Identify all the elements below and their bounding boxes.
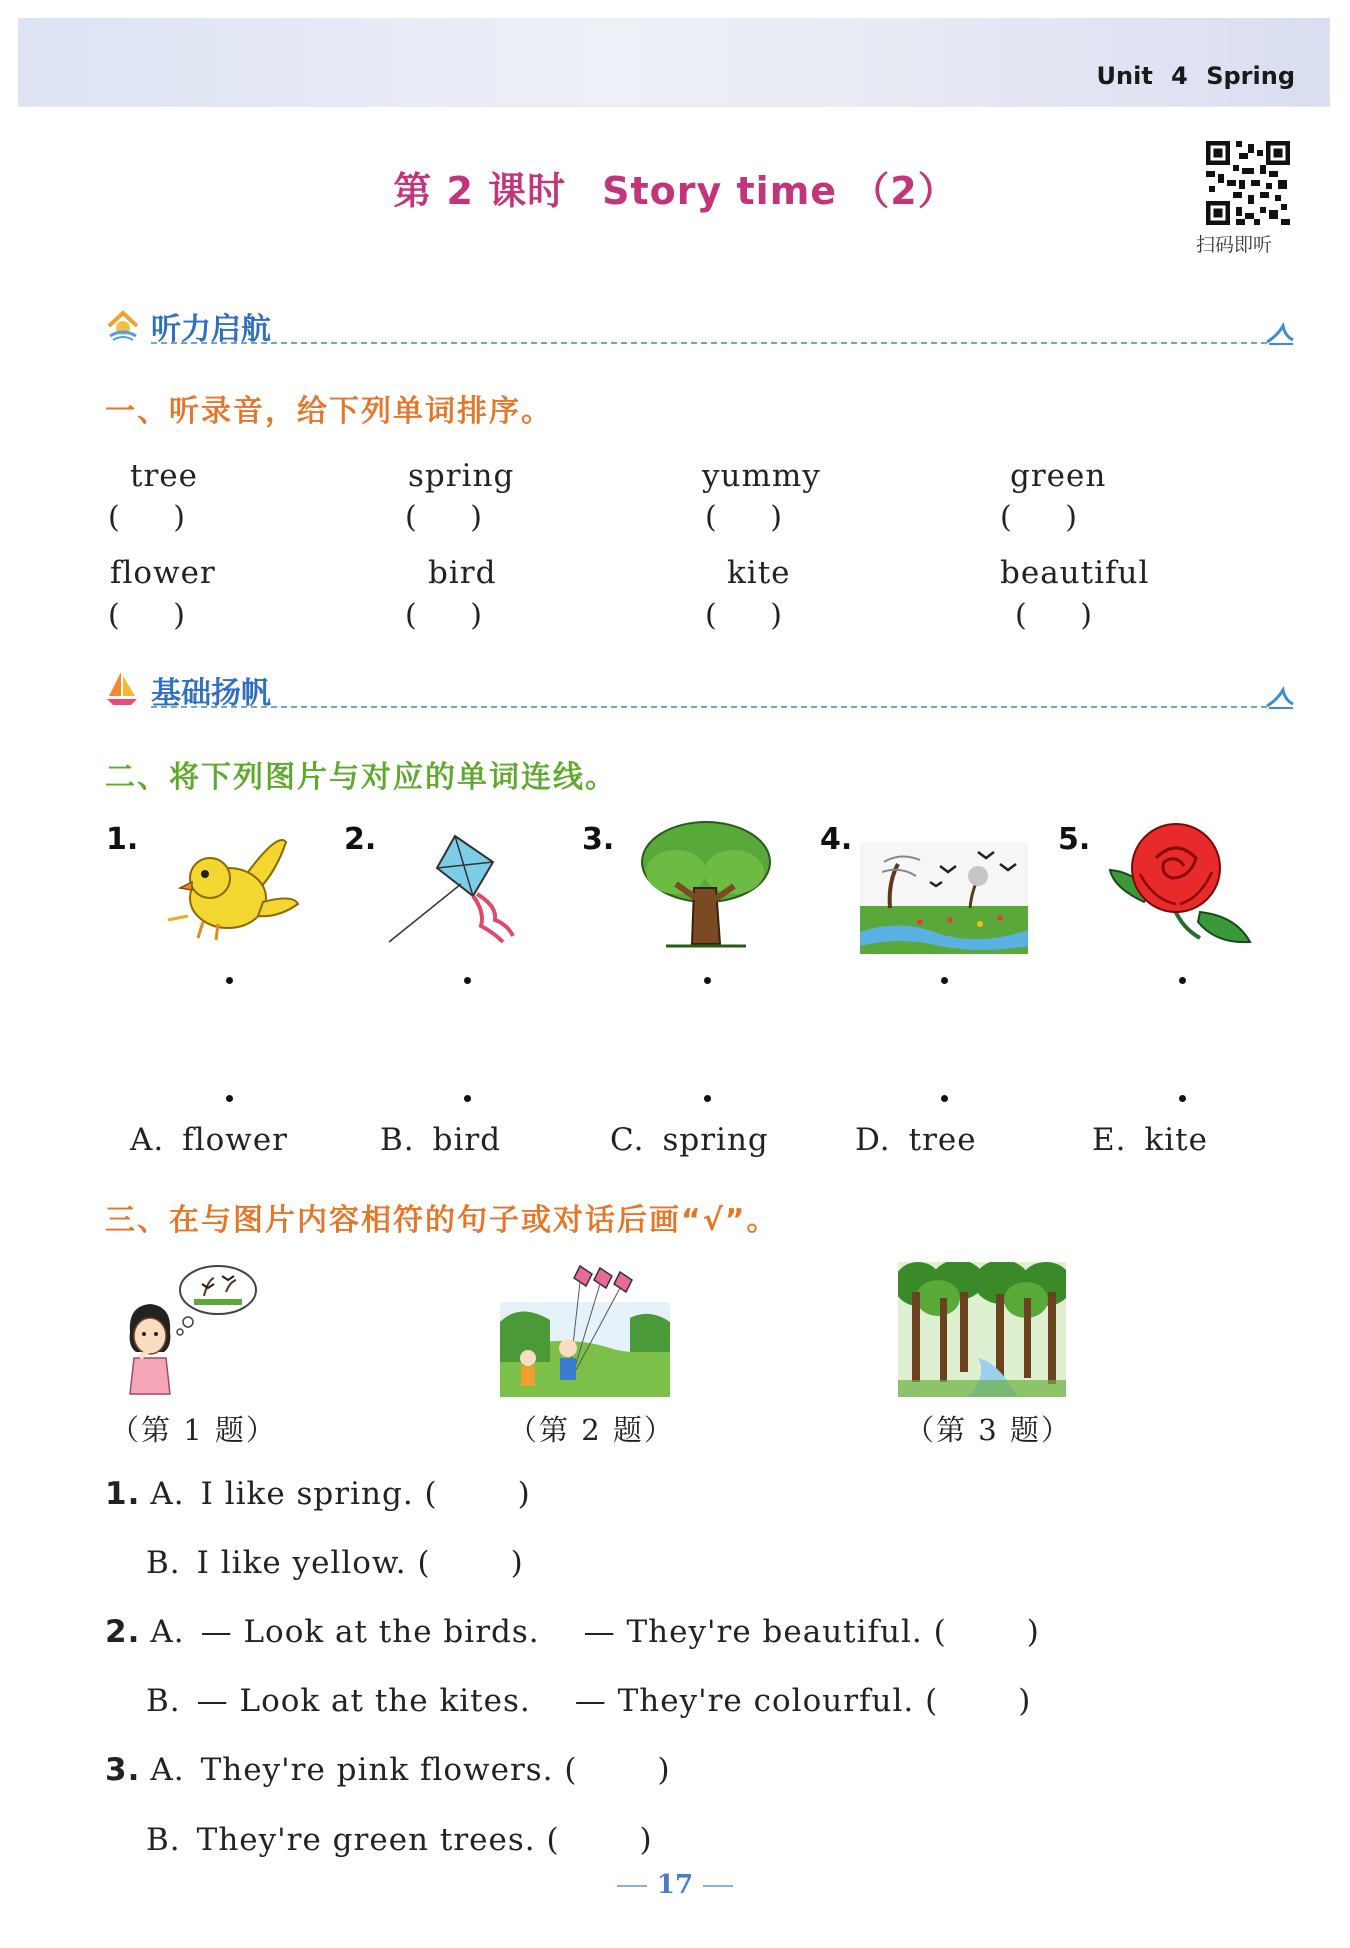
q3-option-a: 3. A. They're pink flowers. ( ) [105, 1752, 671, 1788]
word-yummy: yummy [702, 458, 821, 494]
unit-label: Unit 4 Spring [1096, 62, 1295, 90]
kids-flying-kites-picture [500, 1262, 670, 1397]
answer-blank[interactable]: ( ) [705, 500, 782, 535]
option-c: C. spring [610, 1122, 769, 1158]
match-dot-word[interactable] [1179, 1095, 1186, 1102]
answer-blank[interactable]: ( ) [108, 598, 185, 633]
instruction-1: 一、听录音，给下列单词排序。 [105, 394, 553, 429]
wave-icon [1265, 686, 1295, 710]
option-d: D. tree [855, 1122, 977, 1158]
match-dot-picture[interactable] [1179, 977, 1186, 984]
picture-number: 1. [106, 822, 139, 857]
match-dot-picture[interactable] [464, 977, 471, 984]
q3-option-b: B. They're green trees. ( ) [146, 1822, 653, 1858]
option-e: E. kite [1092, 1122, 1208, 1158]
tree-picture [636, 818, 774, 950]
word-flower: flower [110, 555, 216, 591]
match-dot-picture[interactable] [941, 977, 948, 984]
instruction-2: 二、将下列图片与对应的单词连线。 [105, 760, 617, 795]
word-beautiful: beautiful [1000, 555, 1150, 591]
q2-option-a: 2. A. — Look at the birds. — They're beautiful. ( ) [105, 1614, 1040, 1650]
picture-caption-2: （第 2 题） [508, 1413, 675, 1447]
section-heading-listening [105, 304, 1295, 347]
page-number: 17 [0, 1870, 1350, 1900]
picture-number: 2. [344, 822, 377, 857]
lesson-title: 第 2 课时 Story time （2） [393, 169, 957, 213]
word-green: green [1010, 458, 1107, 494]
wave-icon [1265, 322, 1295, 346]
word-spring: spring [408, 458, 515, 494]
section-heading-label: 基础扬帆 [151, 676, 271, 711]
match-dot-word[interactable] [226, 1095, 233, 1102]
sailboat-icon [105, 668, 141, 708]
match-dot-word[interactable] [941, 1095, 948, 1102]
answer-blank[interactable]: ( ) [1015, 598, 1092, 633]
match-dot-word[interactable] [704, 1095, 711, 1102]
picture-caption-1: （第 1 题） [110, 1413, 277, 1447]
picture-caption-3: （第 3 题） [905, 1413, 1072, 1447]
rose-picture [1104, 818, 1254, 952]
q1-option-a: 1. A. I like spring. ( ) [105, 1476, 531, 1512]
answer-blank[interactable]: ( ) [705, 598, 782, 633]
qr-code-icon[interactable] [1203, 138, 1293, 228]
dashed-divider [151, 706, 1267, 708]
girl-thinking-picture [110, 1262, 260, 1397]
option-b: B. bird [380, 1122, 502, 1158]
section-heading-label: 听力启航 [151, 312, 271, 347]
dashed-divider [151, 342, 1267, 344]
word-bird: bird [428, 555, 497, 591]
option-a: A. flower [130, 1122, 289, 1158]
house-sun-icon [105, 304, 141, 344]
word-tree: tree [130, 458, 198, 494]
kite-picture [385, 832, 530, 944]
answer-blank[interactable]: ( ) [405, 598, 482, 633]
match-dot-picture[interactable] [704, 977, 711, 984]
picture-number: 4. [820, 822, 853, 857]
forest-picture [898, 1262, 1066, 1397]
answer-blank[interactable]: ( ) [405, 500, 482, 535]
match-dot-picture[interactable] [226, 977, 233, 984]
picture-number: 5. [1058, 822, 1091, 857]
picture-number: 3. [582, 822, 615, 857]
word-kite: kite [727, 555, 791, 591]
instruction-3: 三、在与图片内容相符的句子或对话后画“√”。 [105, 1203, 779, 1238]
spring-scene-picture [860, 842, 1028, 954]
answer-blank[interactable]: ( ) [1000, 500, 1077, 535]
match-dot-word[interactable] [464, 1095, 471, 1102]
answer-blank[interactable]: ( ) [108, 500, 185, 535]
section-heading-basics [105, 668, 1295, 711]
qr-caption: 扫码即听 [1196, 234, 1273, 256]
bird-picture [158, 832, 304, 944]
q2-option-b: B. — Look at the kites. — They're colourful. ( ) [146, 1683, 1032, 1719]
q1-option-b: B. I like yellow. ( ) [146, 1545, 524, 1581]
